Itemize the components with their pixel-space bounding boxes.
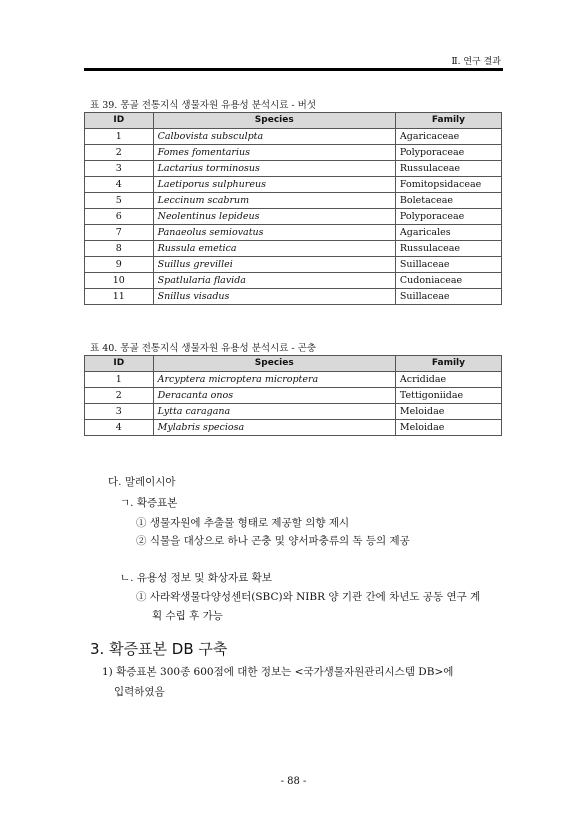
cell-species: Lactarius torminosus (153, 161, 395, 177)
table-row (85, 420, 502, 436)
table-row (85, 209, 502, 225)
cell-family: Suillaceae (395, 289, 501, 305)
list-item: ① 사라왁생물다양성센터(SBC)와 NIBR 양 기관 간에 차년도 공동 연구 계 (136, 591, 481, 603)
cell-family: Polyporaceae (395, 145, 501, 161)
cell-species: Calbovista subsculpta (153, 129, 395, 145)
subheading-voucher-specimen: ㄱ. 확증표본 (120, 497, 178, 509)
table-40-body (85, 372, 502, 436)
list-item: ② 식물을 대상으로 하나 곤충 및 양서파충류의 독 등의 제공 (136, 535, 410, 547)
cell-id: 7 (85, 225, 154, 241)
page-number: - 88 - (280, 776, 307, 787)
table-header-row (85, 113, 502, 129)
table-row (85, 241, 502, 257)
paragraph-line: 입력하였음 (114, 686, 165, 698)
table-row (85, 161, 502, 177)
cell-id: 5 (85, 193, 154, 209)
cell-species: Mylabris speciosa (153, 420, 395, 436)
cell-family: Meloidae (395, 420, 501, 436)
column-header-id: ID (85, 113, 154, 129)
cell-id: 2 (85, 388, 154, 404)
table-row (85, 193, 502, 209)
table-header-row (85, 356, 502, 372)
cell-species: Deracanta onos (153, 388, 395, 404)
table-row (85, 177, 502, 193)
cell-species: Suillus grevillei (153, 257, 395, 273)
cell-species: Spatlularia flavida (153, 273, 395, 289)
cell-family: Suillaceae (395, 257, 501, 273)
header-rule (84, 68, 503, 71)
cell-family: Agaricaceae (395, 129, 501, 145)
table-39 (84, 112, 502, 305)
cell-species: Laetiporus sulphureus (153, 177, 395, 193)
cell-id: 3 (85, 404, 154, 420)
cell-id: 2 (85, 145, 154, 161)
subheading-utility-info: ㄴ. 유용성 정보 및 화상자료 확보 (120, 572, 272, 584)
cell-species: Russula emetica (153, 241, 395, 257)
cell-family: Fomitopsidaceae (395, 177, 501, 193)
cell-id: 8 (85, 241, 154, 257)
cell-id: 9 (85, 257, 154, 273)
cell-family: Russulaceae (395, 161, 501, 177)
cell-family: Tettigoniidae (395, 388, 501, 404)
paragraph-line: 1) 확증표본 300종 600점에 대한 정보는 <국가생물자원관리시스템 DB>에 (102, 666, 454, 678)
cell-id: 6 (85, 209, 154, 225)
cell-species: Snillus visadus (153, 289, 395, 305)
cell-species: Leccinum scabrum (153, 193, 395, 209)
cell-family: Boletaceae (395, 193, 501, 209)
table-row (85, 372, 502, 388)
table-40-caption: 표 40. 몽골 전통지식 생물자원 유용성 분석시료 - 곤충 (90, 343, 317, 354)
cell-family: Cudoniaceae (395, 273, 501, 289)
column-header-id: ID (85, 356, 154, 372)
table-row (85, 129, 502, 145)
cell-species: Neolentinus lepideus (153, 209, 395, 225)
column-header-family: Family (395, 356, 501, 372)
cell-family: Acrididae (395, 372, 501, 388)
cell-id: 10 (85, 273, 154, 289)
cell-id: 1 (85, 372, 154, 388)
column-header-species: Species (153, 113, 395, 129)
table-row (85, 273, 502, 289)
cell-id: 4 (85, 177, 154, 193)
cell-id: 4 (85, 420, 154, 436)
heading-malaysia: 다. 말레이시아 (108, 476, 176, 488)
table-row (85, 145, 502, 161)
column-header-species: Species (153, 356, 395, 372)
table-row (85, 225, 502, 241)
cell-family: Meloidae (395, 404, 501, 420)
table-row (85, 289, 502, 305)
running-header: Ⅱ. 연구 결과 (451, 57, 501, 67)
table-39-caption: 표 39. 몽골 전통지식 생물자원 유용성 분석시료 - 버섯 (90, 100, 317, 111)
column-header-family: Family (395, 113, 501, 129)
list-item: ① 생물자원에 추출물 형태로 제공할 의향 제시 (136, 517, 350, 529)
cell-id: 1 (85, 129, 154, 145)
cell-family: Agaricales (395, 225, 501, 241)
table-row (85, 388, 502, 404)
cell-id: 11 (85, 289, 154, 305)
table-row (85, 404, 502, 420)
table-row (85, 257, 502, 273)
cell-family: Polyporaceae (395, 209, 501, 225)
cell-species: Lytta caragana (153, 404, 395, 420)
list-item-continuation: 획 수립 후 가능 (152, 610, 223, 622)
cell-species: Panaeolus semiovatus (153, 225, 395, 241)
section-heading: 3. 확증표본 DB 구축 (90, 640, 228, 658)
cell-species: Fomes fomentarius (153, 145, 395, 161)
cell-family: Russulaceae (395, 241, 501, 257)
table-39-body (85, 129, 502, 305)
cell-id: 3 (85, 161, 154, 177)
table-40 (84, 355, 502, 436)
cell-species: Arcyptera microptera microptera (153, 372, 395, 388)
